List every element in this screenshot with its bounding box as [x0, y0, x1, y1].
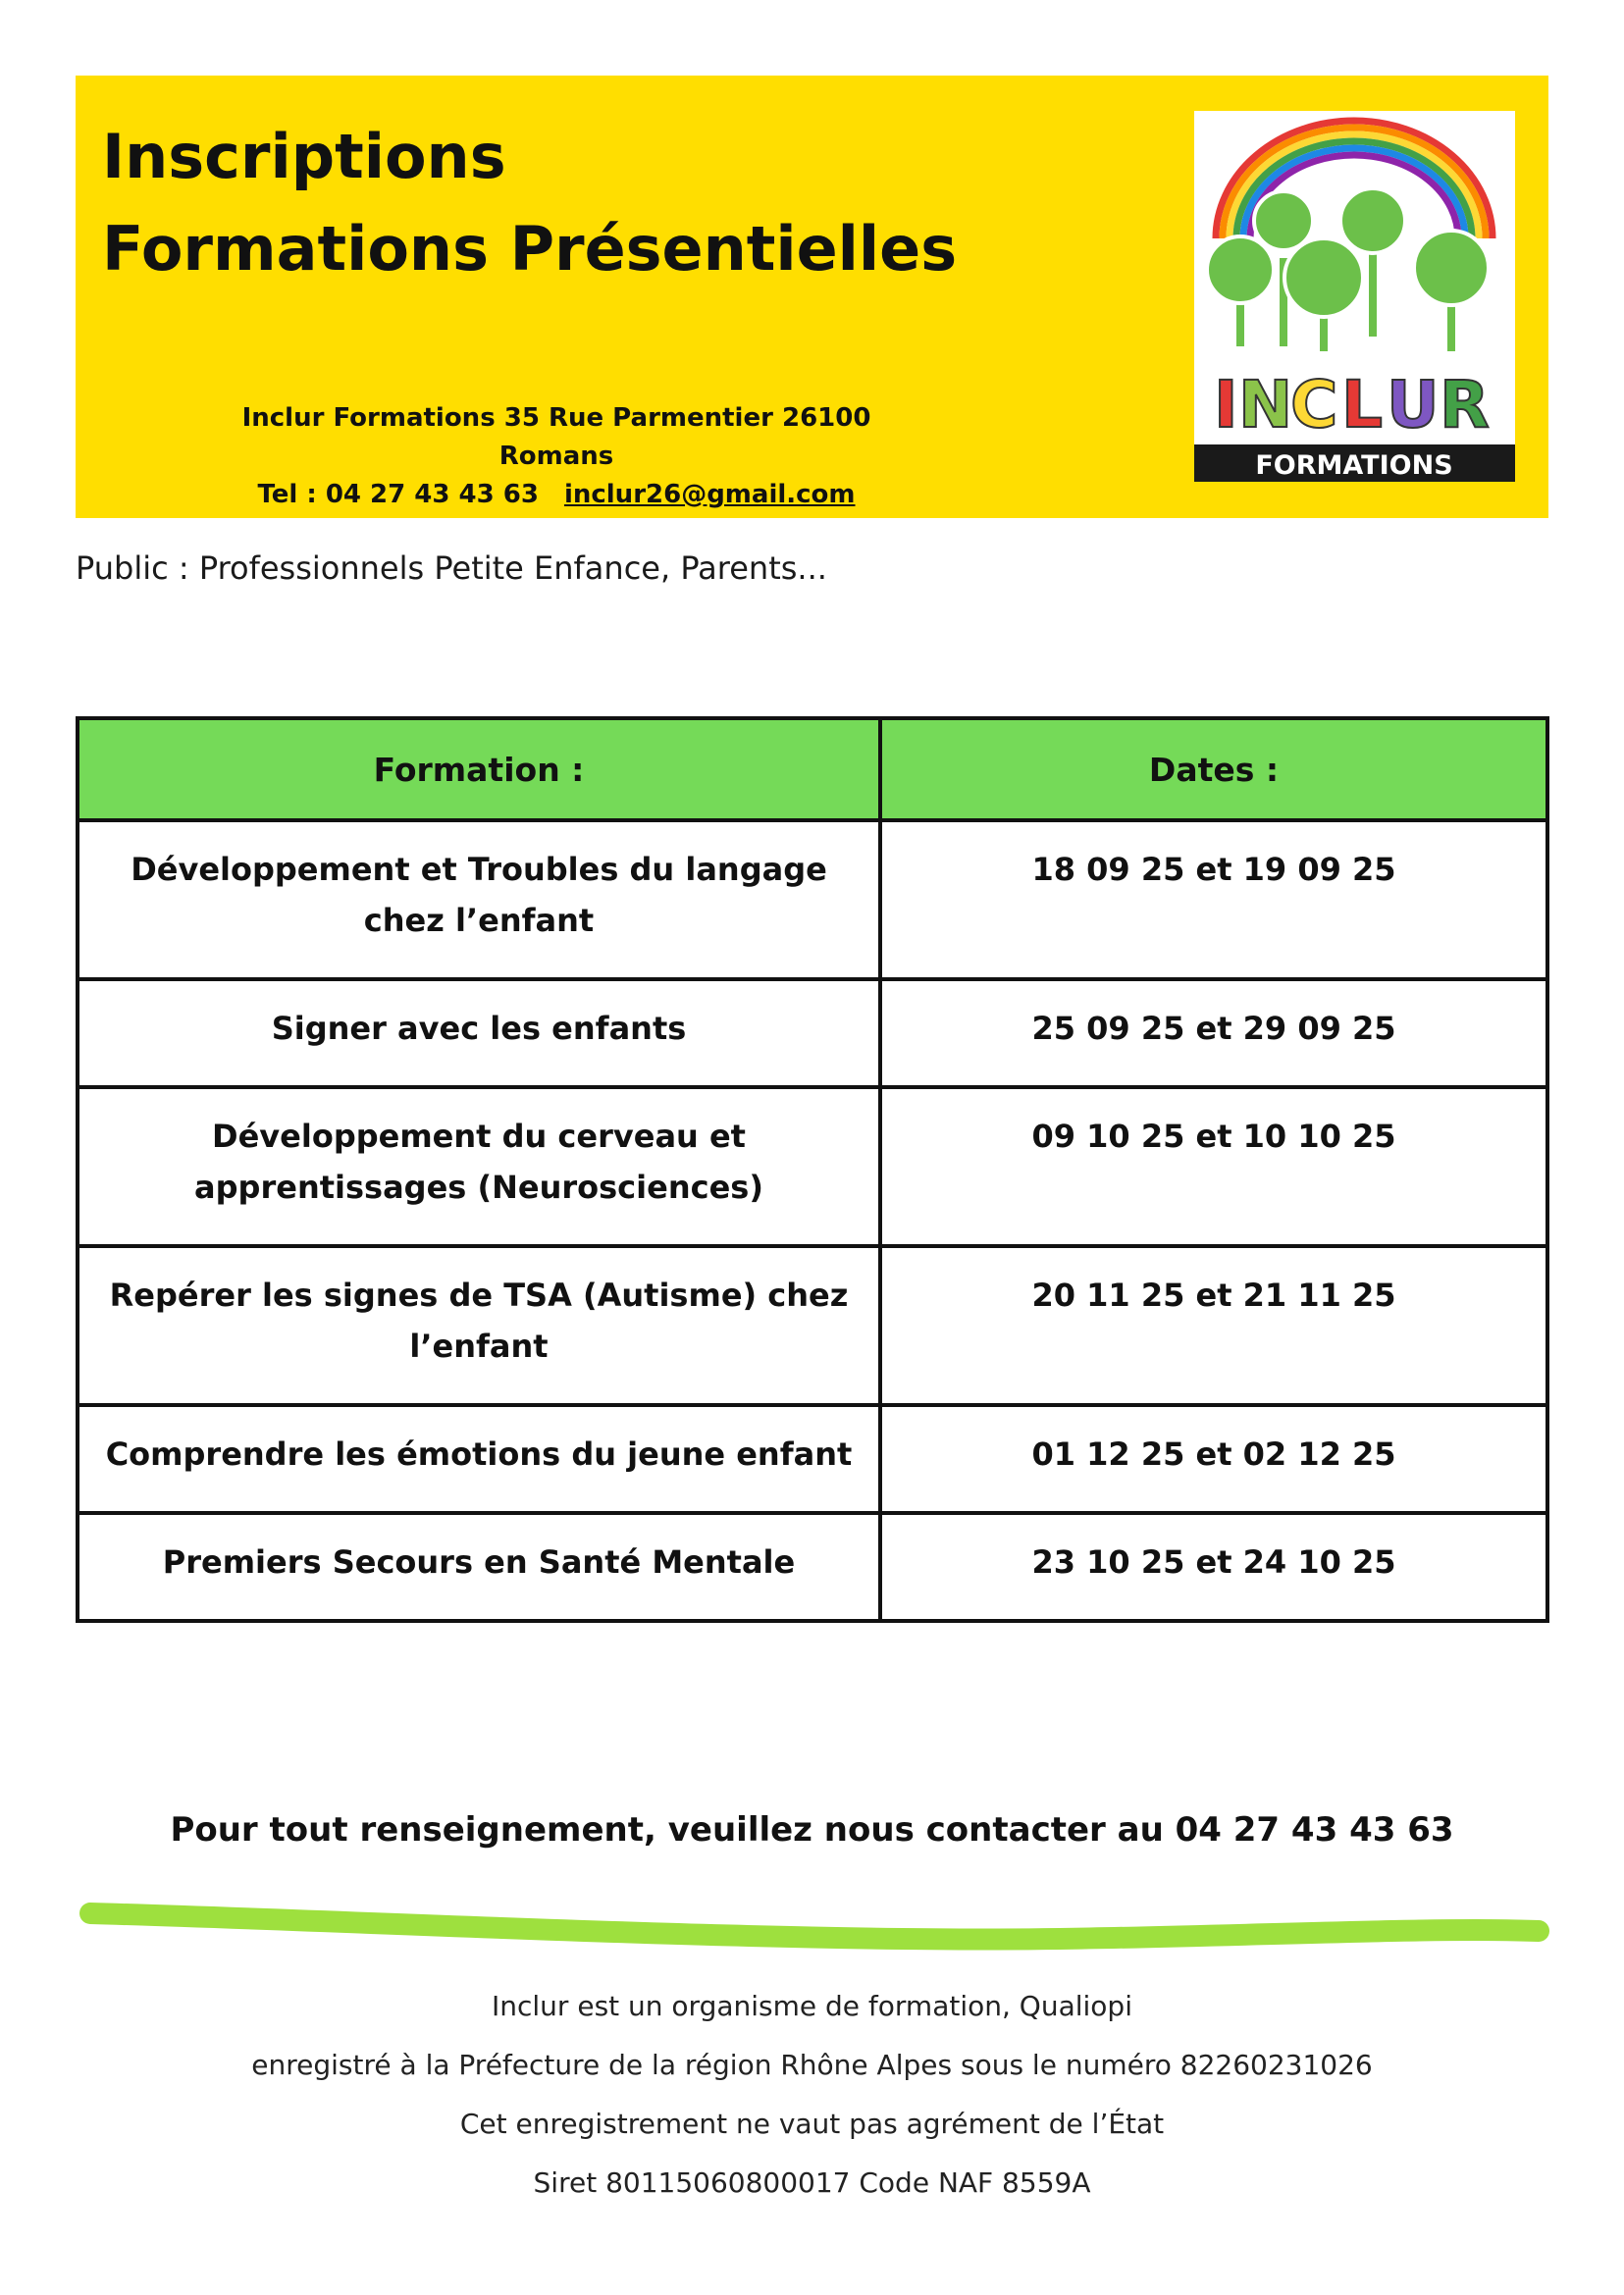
rainbow-trees-logo-icon [1194, 111, 1515, 482]
green-brush-divider [79, 1892, 1550, 1951]
footer-contact-text: Pour tout renseignement, veuillez nous contacter au 04 27 43 43 63 [170, 1810, 1454, 1850]
header-contact [183, 399, 929, 514]
title-line-2: Formations Présentielles [102, 213, 958, 285]
table-header-row [78, 718, 1547, 820]
svg-text:L: L [1341, 367, 1384, 443]
legal-line: enregistré à la Préfecture de la région Rhône Alpes sous le numéro 82260231026 [251, 2049, 1373, 2081]
svg-text:R: R [1440, 367, 1490, 443]
dates-cell: 09 10 25 et 10 10 25 [880, 1087, 1547, 1246]
svg-text:C: C [1290, 367, 1338, 443]
page-title [102, 111, 957, 295]
table-row [78, 1513, 1547, 1621]
table-row [78, 1246, 1547, 1405]
header-banner [76, 76, 1548, 518]
table-row [78, 979, 1547, 1087]
inclur-logo [1194, 111, 1515, 482]
audience-text: Public : Professionnels Petite Enfance, Parents... [76, 549, 827, 587]
dates-cell: 25 09 25 et 29 09 25 [880, 979, 1547, 1087]
email-link[interactable]: inclur26@gmail.com [563, 480, 856, 509]
formation-cell: Premiers Secours en Santé Mentale [78, 1513, 880, 1621]
legal-line: Inclur est un organisme de formation, Qualiopi [492, 1990, 1132, 2022]
formation-cell: Repérer les signes de TSA (Autisme) chez l’enfant [78, 1246, 880, 1405]
dates-cell: 20 11 25 et 21 11 25 [880, 1246, 1547, 1405]
dates-cell: 23 10 25 et 24 10 25 [880, 1513, 1547, 1621]
legal-line: Cet enregistrement ne vaut pas agrément de l’État [459, 2108, 1165, 2140]
formation-cell: Signer avec les enfants [78, 979, 880, 1087]
logo-subtitle: FORMATIONS [1255, 450, 1453, 481]
formation-column-header: Formation : [78, 718, 880, 820]
svg-text:I: I [1214, 367, 1238, 443]
training-schedule-table [76, 716, 1549, 1623]
formation-cell: Développement du cerveau et apprentissages (Neurosciences) [78, 1087, 880, 1246]
address-text: Inclur Formations 35 Rue Parmentier 26100 Romans [241, 403, 871, 471]
dates-cell: 01 12 25 et 02 12 25 [880, 1405, 1547, 1513]
phone-text: Tel : 04 27 43 43 63 [257, 480, 539, 509]
table-row [78, 1405, 1547, 1513]
legal-info [0, 1977, 1624, 2213]
legal-line: Siret 80115060800017 Code NAF 8559A [533, 2166, 1091, 2199]
title-line-1: Inscriptions [102, 121, 506, 192]
dates-column-header: Dates : [880, 718, 1547, 820]
dates-cell: 18 09 25 et 19 09 25 [880, 820, 1547, 979]
table-row [78, 820, 1547, 979]
svg-text:U: U [1387, 367, 1440, 443]
formation-cell: Développement et Troubles du langage chez l’enfant [78, 820, 880, 979]
table-row [78, 1087, 1547, 1246]
formation-cell: Comprendre les émotions du jeune enfant [78, 1405, 880, 1513]
svg-text:N: N [1238, 367, 1293, 443]
